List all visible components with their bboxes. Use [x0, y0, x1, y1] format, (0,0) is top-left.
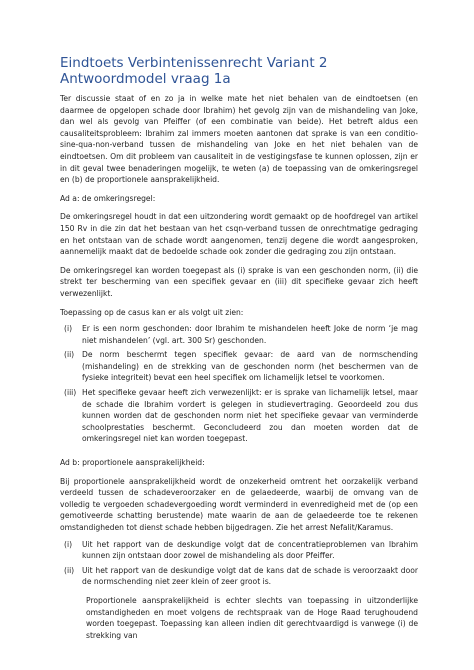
- list-item-text: Uit het rapport van de deskundige volgt dat de concentratieproblemen van Ibrahim kunnen zijn ontstaan door zowel de mishandeling als door Pfeiffer.: [82, 539, 418, 561]
- list-item: [60, 323, 418, 346]
- list-item-text: Er is een norm geschonden: door Ibrahim te mishandelen heeft Joke de norm ‘je mag niet mishandelen’ (vgl. art. 300 Sr) geschonden.: [82, 324, 418, 345]
- list-item-number: (ii): [64, 350, 75, 360]
- section-a-paragraph-1: De omkeringsregel houdt in dat een uitzondering wordt gemaakt op de hoofdregel van artikel 150 Rv in die zin dat het bestaan van het csqn-verband tussen de onrechtmatige gedraging en het ontstaan van de schade wordt aangenomen, tenzij degene die wordt aangesproken, aannemelijk maakt dat de bedoelde schade ook zonder die gedraging zou zijn ontstaan.: [60, 212, 418, 257]
- section-b-heading: Ad b: proportionele aansprakelijkheid:: [60, 458, 205, 468]
- list-item: [60, 565, 418, 588]
- section-b-paragraph-2: Proportionele aansprakelijkheid is echter slechts van toepassing in uitzonderlijke omstandigheden en moet volgens de rechtspraak van de Hoge Raad terughoudend worden toegepast. Toepassing kan alleen indien dit gerechtvaardigd is vanwege (i) de strekking van: [86, 595, 418, 640]
- list-item: [60, 387, 418, 445]
- list-item: [60, 349, 418, 384]
- list-item-number: (iii): [64, 388, 77, 398]
- section-b-paragraph-1: Bij proportionele aansprakelijkheid wordt de onzekerheid omtrent het oorzakelijk verband verdeeld tussen de schadeveroorzaker en de gelaedeerde, waarbij de omvang van de volledig te vergoeden schadevergoeding wordt verminderd in evenredigheid met de (op een gemotiveerde schatting berustende) mate waarin de aan de gelaedeerde toe te rekenen omstandigheden tot dienst schade hebben bijgedragen. Zie het arrest Nefalit/Karamus.: [60, 476, 418, 532]
- list-item: [60, 539, 418, 562]
- section-a-paragraph-3: Toepassing op de casus kan er als volgt uit zien:: [60, 307, 244, 317]
- list-item-number: (i): [64, 539, 73, 549]
- list-item-number: (ii): [64, 565, 75, 575]
- document-subtitle: Antwoordmodel vraag 1a: [60, 71, 231, 87]
- section-b-list: [60, 539, 418, 588]
- list-item-text: Uit het rapport van de deskundige volgt dat de kans dat de schade is veroorzaakt door de normschending niet zeer klein of zeer groot is.: [82, 565, 418, 587]
- section-a-list: [60, 323, 418, 445]
- document-title: Eindtoets Verbintenissenrecht Variant 2: [60, 55, 328, 71]
- list-item-text: De norm beschermt tegen specifiek gevaar: de aard van de normschending (mishandeling) en de strekking van de geschonden norm (het beschermen van de fysieke integriteit) bevat een heel specifiek om lichamelijk letsel te voorkomen.: [82, 350, 418, 383]
- intro-paragraph: Ter discussie staat of en zo ja in welke mate het niet behalen van de eindtoetsen (en daarmee de opgelopen schade door Ibrahim) het gevolg zijn van de mishandeling van Joke, dan wel als gevolg van Pfeiffer (of een combinatie van beide). Het betreft aldus een causaliteitsprobleem: Ibrahim zal immers moeten aantonen dat sprake is van een conditio-sine-qua-non-verband tussen de mishandeling van Joke en het niet behalen van de eindtoetsen. Om dit probleem van causaliteit in de vestigingsfase te kunnen oplossen, zijn er in dit geval twee benaderingen mogelijk, te weten (a) de toepassing van de omkeringsregel en (b) de proportionele aansprakelijkheid.: [60, 94, 418, 185]
- list-item-text: Het specifieke gevaar heeft zich verwezenlijkt: er is sprake van lichamelijk letsel, maar de schade die Ibrahim vordert is gelegen in studievertraging. Geoordeeld zou dus kunnen worden dat de geschonden norm niet het specifieke gevaar van verminderde schoolprestaties beschermt. Geconcludeerd zou dan moeten worden dat de omkeringsregel niet kan worden toegepast.: [82, 388, 418, 444]
- list-item-number: (i): [64, 324, 73, 334]
- section-a-paragraph-2: De omkeringsregel kan worden toegepast als (i) sprake is van een geschonden norm, (ii) die strekt ter bescherming van een specifiek gevaar en (iii) dit specifieke gevaar zich heeft verwezenlijkt.: [60, 265, 418, 298]
- section-a-heading: Ad a: de omkeringsregel:: [60, 193, 156, 203]
